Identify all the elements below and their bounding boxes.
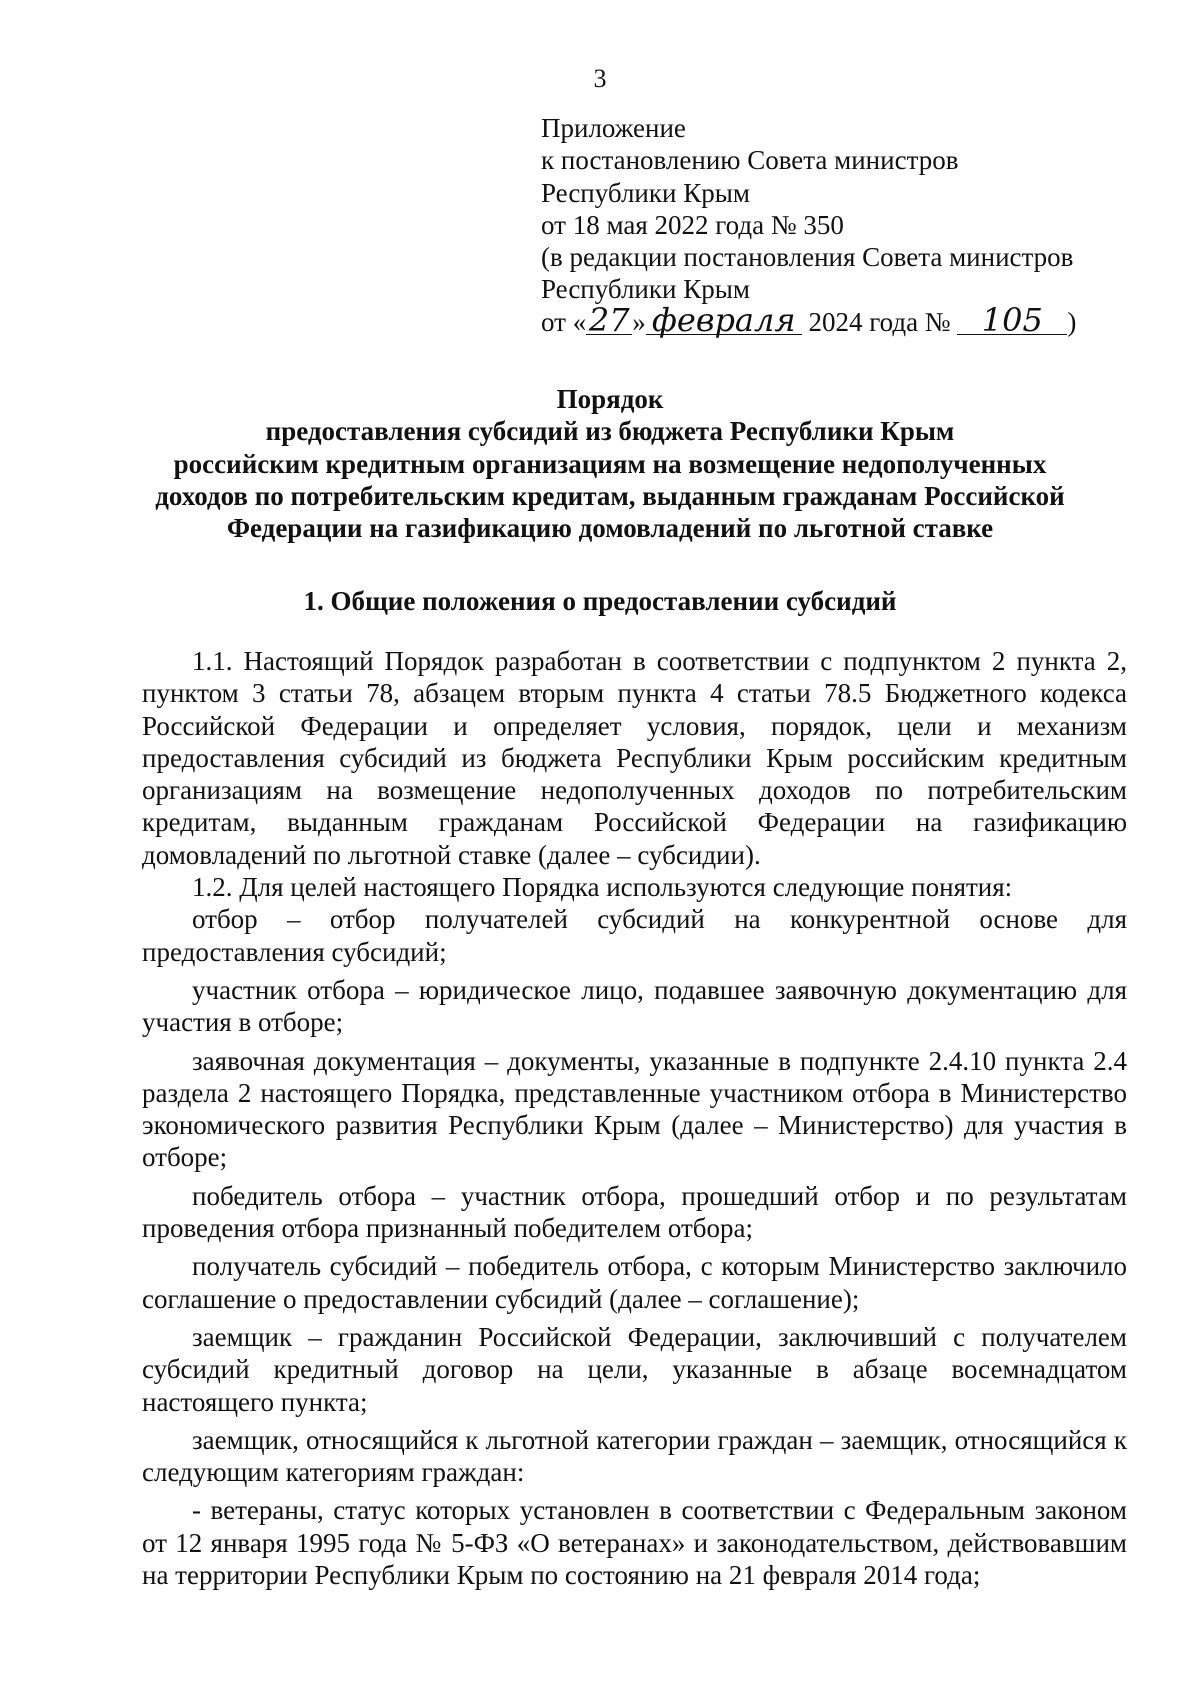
appendix-line: Приложение bbox=[541, 113, 686, 143]
amendment-date-line bbox=[541, 300, 1077, 339]
year-text: 2024 года № bbox=[808, 306, 951, 337]
section-heading: 1. Общие положения о предоставлении субсидий bbox=[303, 586, 897, 616]
paragraph: получатель субсидий – победитель отбора, с которым Министерство заключило соглашение о предоставлении субсидий (далее – соглашение); bbox=[142, 1251, 1127, 1314]
paragraph: заемщик, относящийся к льготной категории граждан – заемщик, относящийся к следующим категориям граждан: bbox=[142, 1424, 1127, 1488]
appendix-line: (в редакции постановления Совета министров bbox=[541, 242, 1074, 273]
date-mid: » bbox=[632, 306, 646, 337]
paragraph: участник отбора – юридическое лицо, подавшее заявочную документацию для участия в отборе; bbox=[142, 974, 1127, 1038]
handwritten-number: 105 bbox=[957, 306, 1067, 335]
title-line: предоставления субсидий из бюджета Республики Крым bbox=[265, 416, 955, 447]
page-number: 3 bbox=[593, 64, 607, 93]
title-line: доходов по потребительским кредитам, выданным гражданам Российской bbox=[155, 480, 1065, 511]
appendix-line: к постановлению Совета министров bbox=[541, 145, 959, 176]
appendix-header bbox=[541, 112, 1076, 338]
section-body bbox=[142, 645, 1127, 1591]
title-line: российским кредитным организациям на возмещение недополученных bbox=[173, 448, 1047, 479]
handwritten-day: 27 bbox=[586, 306, 632, 335]
date-prefix: от « bbox=[541, 306, 587, 337]
paragraph: 1.2. Для целей настоящего Порядка используются следующие понятия: bbox=[192, 872, 1013, 903]
title-line: Порядок bbox=[556, 384, 664, 414]
paragraph: заявочная документация – документы, указанные в подпункте 2.4.10 пункта 2.4 раздела 2 настоящего Порядка, представленные участником отбора в Министерство экономического развития Республики Крым (далее – Министерство) для участия в отборе; bbox=[142, 1045, 1127, 1173]
paragraph: победитель отбора – участник отбора, прошедший отбор и по результатам проведения отбора признанный победителем отбора; bbox=[142, 1180, 1127, 1244]
document-title bbox=[120, 383, 1100, 544]
paragraph: отбор – отбор получателей субсидий на конкурентной основе для предоставления субсидий; bbox=[142, 904, 1127, 967]
appendix-line: Республики Крым bbox=[541, 177, 750, 208]
paragraph: - ветераны, статус которых установлен в соответствии с Федеральным законом от 12 января 1995 года № 5-ФЗ «О ветеранах» и законодательством, действовавшим на территории Республики Крым по состоянию на 21 февраля 2014 года; bbox=[142, 1495, 1127, 1591]
paragraph: 1.1. Настоящий Порядок разработан в соответствии с подпунктом 2 пункта 2, пунктом 3 статьи 78, абзацем вторым пункта 4 статьи 78.5 Бюджетного кодекса Российской Федерации и определяет условия, порядок, цели и механизм предоставления субсидий из бюджета Республики Крым российским кредитным организациям на возмещение недополученных доходов по потребительским кредитам, выданным гражданам Российской Федерации на газификацию домовладений по льготной ставке (далее – субсидии). bbox=[142, 646, 1127, 870]
date-suffix: ) bbox=[1067, 306, 1077, 337]
handwritten-month: февраля bbox=[646, 306, 802, 335]
appendix-line: от 18 мая 2022 года № 350 bbox=[541, 209, 844, 240]
appendix-line: Республики Крым bbox=[541, 274, 750, 305]
paragraph: заемщик – гражданин Российской Федерации, заключивший с получателем субсидий кредитный договор на цели, указанные в абзаце восемнадцатом настоящего пункта; bbox=[142, 1321, 1127, 1417]
title-line: Федерации на газификацию домовладений по льготной ставке bbox=[226, 513, 994, 544]
